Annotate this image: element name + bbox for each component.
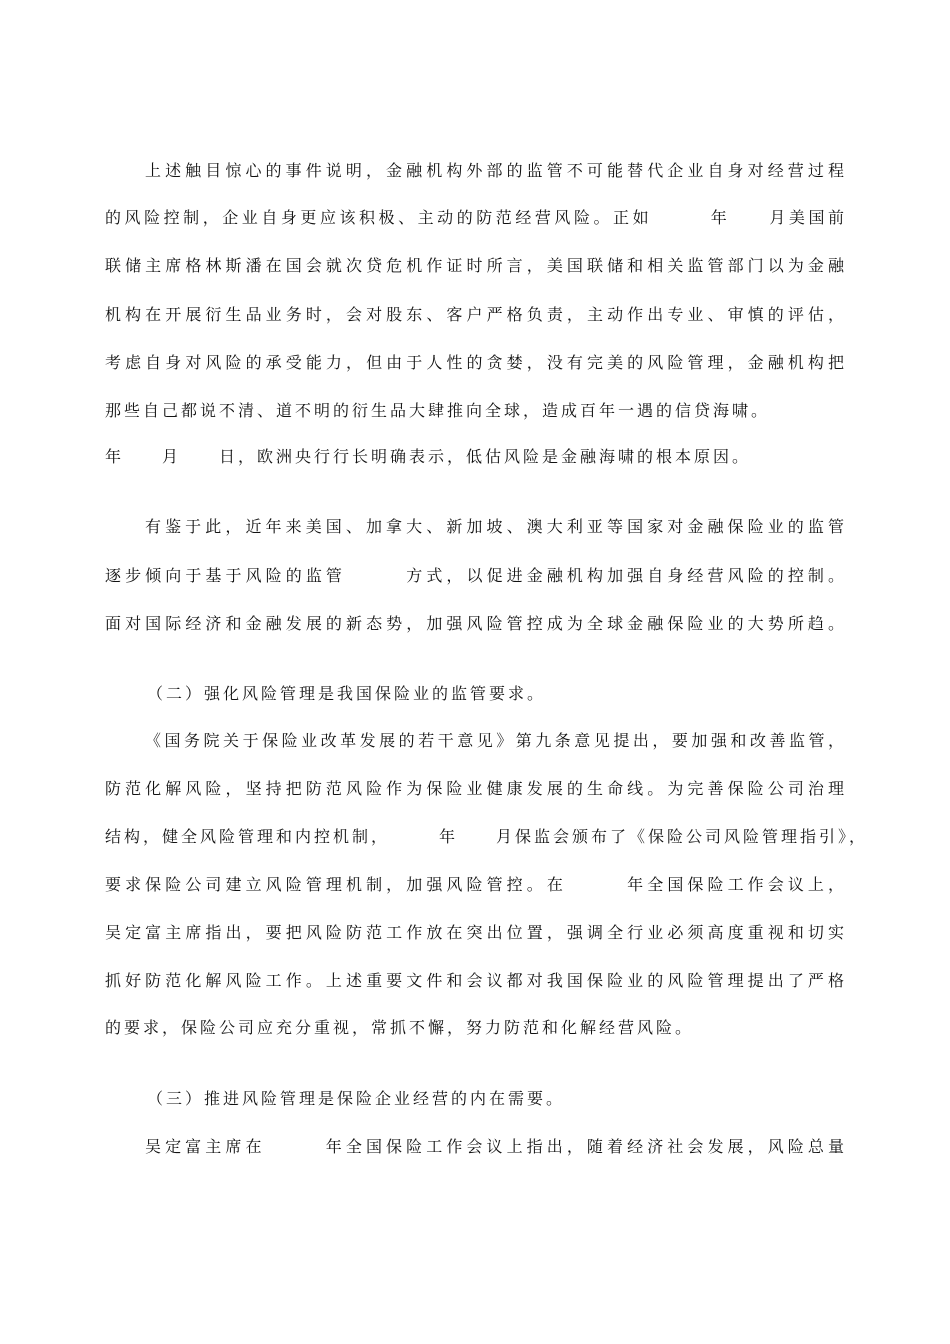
text-line: 联储主席格林斯潘在国会就次贷危机作证时所言，美国联储和相关监管部门以为金融 <box>105 256 847 275</box>
text-line: 的要求，保险公司应充分重视，常抓不懈，努力防范和化解经营风险。 <box>105 1018 695 1037</box>
text-line: 面对国际经济和金融发展的新态势，加强风险管控成为全球金融保险业的大势所趋。 <box>105 614 847 633</box>
text-line: 那些自己都说不清、道不明的衍生品大肆推向全球，造成百年一遇的信贷海啸。 <box>105 401 771 420</box>
text-line: 机构在开展衍生品业务时，会对股东、客户严格负责，主动作出专业、审慎的评估， <box>105 305 847 324</box>
text-line: 吴定富主席指出，要把风险防范工作放在突出位置，强调全行业必须高度重视和切实 <box>105 923 847 942</box>
text-line: 吴定富主席在 年全国保险工作会议上指出，随着经济社会发展，风险总量 <box>145 1137 847 1156</box>
text-line: 要求保险公司建立风险管理机制，加强风险管控。在 年全国保险工作会议上， <box>105 875 847 894</box>
text-line: 考虑自身对风险的承受能力，但由于人性的贪婪，没有完美的风险管理，金融机构把 <box>105 353 847 372</box>
text-line: 的风险控制，企业自身更应该积极、主动的防范经营风险。正如 年 月美国前 <box>105 208 847 227</box>
section-heading-3: （三）推进风险管理是保险企业经营的内在需要。 <box>147 1089 566 1108</box>
text-line: 结构，健全风险管理和内控机制， 年 月保监会颁布了《保险公司风险管理指引》， <box>105 827 869 846</box>
text-line: 《国务院关于保险业改革发展的若干意见》第九条意见提出，要加强和改善监管， <box>145 731 847 750</box>
text-line: 有鉴于此，近年来美国、加拿大、新加坡、澳大利亚等国家对金融保险业的监管 <box>145 517 847 536</box>
text-line: 逐步倾向于基于风险的监管 方式，以促进金融机构加强自身经营风险的控制。 <box>105 566 847 585</box>
text-line: 上述触目惊心的事件说明，金融机构外部的监管不可能替代企业自身对经营过程 <box>145 161 847 180</box>
section-heading-2: （二）强化风险管理是我国保险业的监管要求。 <box>147 684 547 703</box>
text-line: 防范化解风险，坚持把防范风险作为保险业健康发展的生命线。为完善保险公司治理 <box>105 779 847 798</box>
text-line: 年 月 日，欧洲央行行长明确表示，低估风险是金融海啸的根本原因。 <box>105 447 752 466</box>
text-line: 抓好防范化解风险工作。上述重要文件和会议都对我国保险业的风险管理提出了严格 <box>105 971 847 990</box>
